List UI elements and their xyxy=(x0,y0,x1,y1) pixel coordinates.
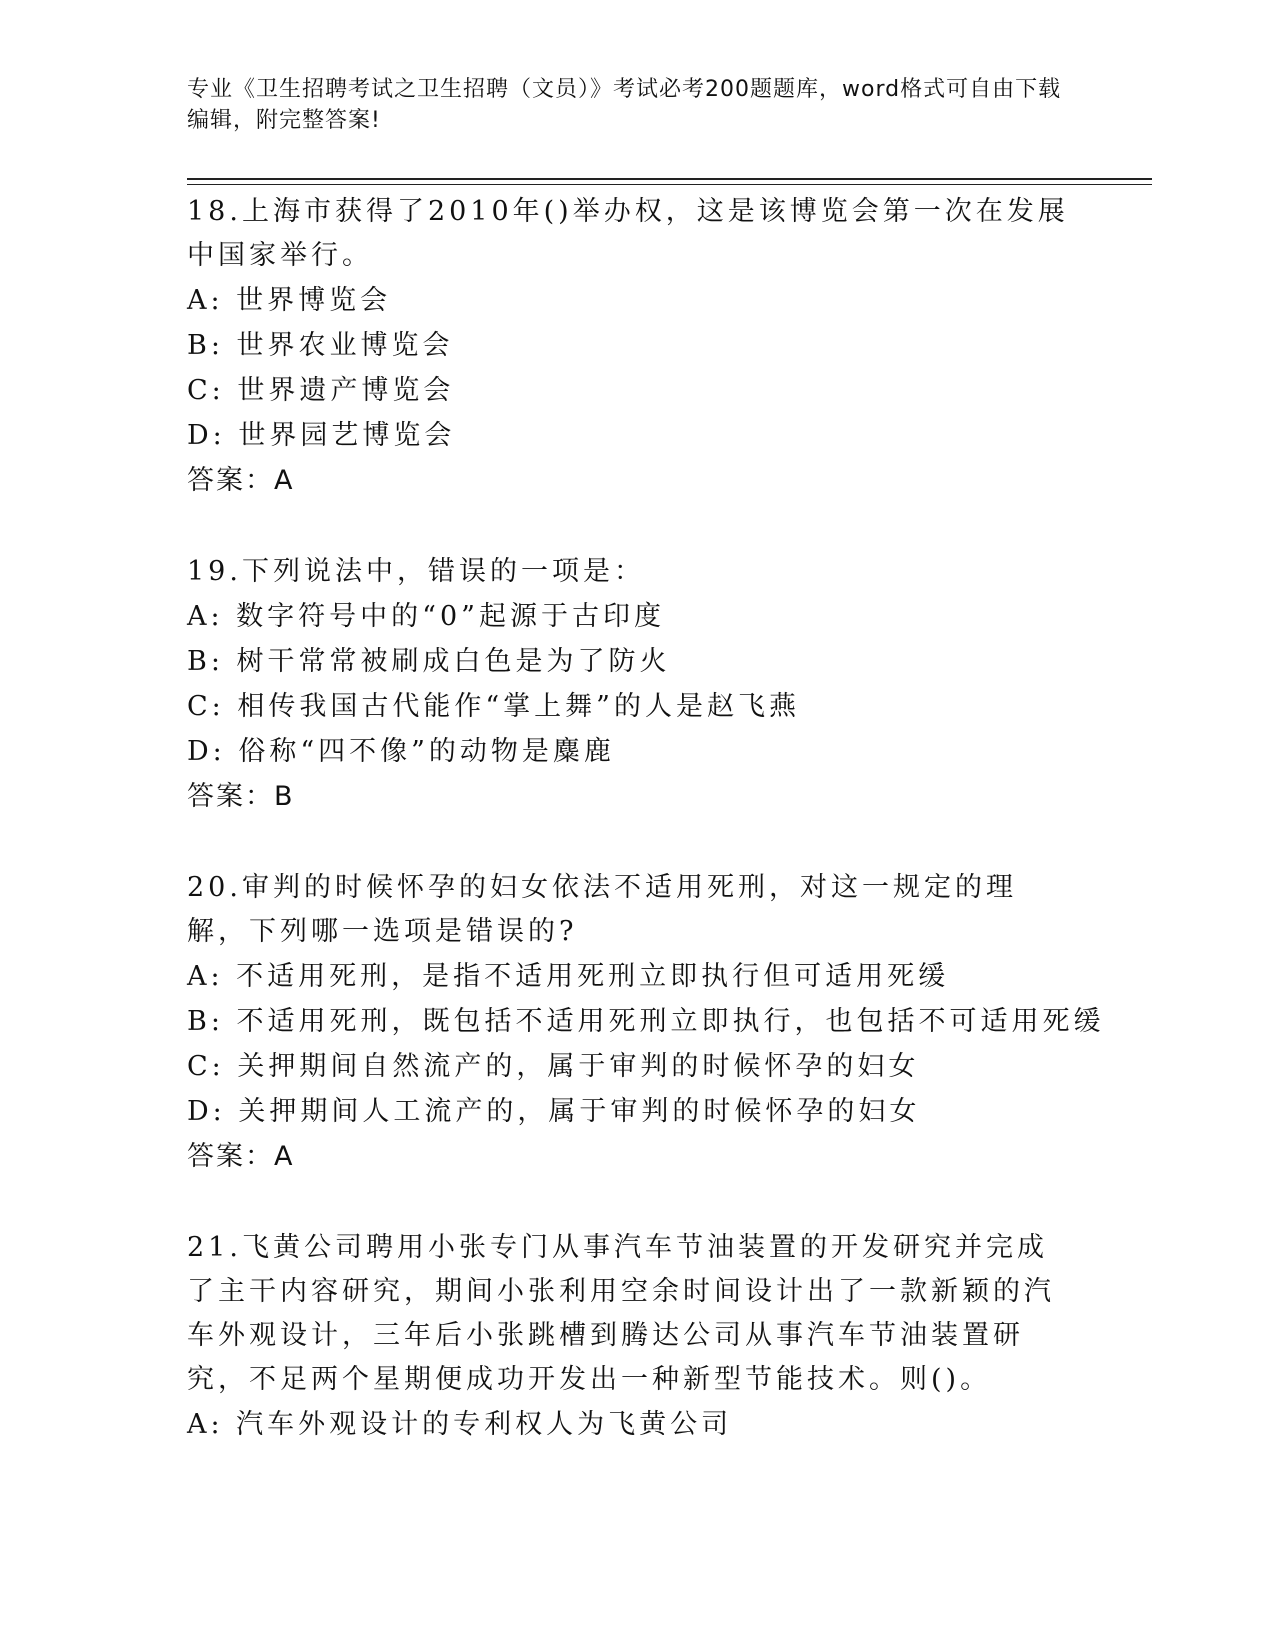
question-list xyxy=(187,190,1105,1493)
option-c: C: 关押期间自然流产的，属于审判的时候怀孕的妇女 xyxy=(187,1051,920,1082)
option-d: D: 关押期间人工流产的，属于审判的时候怀孕的妇女 xyxy=(187,1096,921,1127)
option-b: B: 树干常常被刷成白色是为了防火 xyxy=(187,646,671,677)
header-divider-thick xyxy=(187,178,1152,180)
question-stem: 19.下列说法中，错误的一项是： xyxy=(187,556,645,587)
option-b: B: 不适用死刑，既包括不适用死刑立即执行，也包括不可适用死缓 xyxy=(187,1006,1105,1037)
answer-line: 答案：A xyxy=(187,465,295,496)
option-b: B: 世界农业博览会 xyxy=(187,330,454,361)
answer-line: 答案：B xyxy=(187,781,295,812)
header-divider-thin xyxy=(187,184,1152,185)
option-a: A: 数字符号中的“0”起源于古印度 xyxy=(187,601,665,632)
option-d: D: 世界园艺博览会 xyxy=(187,420,456,451)
option-c: C: 相传我国古代能作“掌上舞”的人是赵飞燕 xyxy=(187,691,800,722)
question-18 xyxy=(187,190,1077,504)
option-d: D: 俗称“四不像”的动物是麋鹿 xyxy=(187,736,615,767)
question-stem: 21.飞黄公司聘用小张专门从事汽车节油装置的开发研究并完成了主干内容研究，期间小张利用空余时间设计出了一款新颖的汽车外观设计，三年后小张跳槽到腾达公司从事汽车节油装置研究，不足两个星期便成功开发出一种新型节能技术。则()。 xyxy=(187,1232,1055,1395)
question-20 xyxy=(187,866,1105,1180)
answer-line: 答案：A xyxy=(187,1141,295,1172)
option-a: A: 世界博览会 xyxy=(187,285,392,316)
question-stem: 20.审判的时候怀孕的妇女依法不适用死刑，对这一规定的理解，下列哪一选项是错误的? xyxy=(187,872,1017,947)
option-a: A: 不适用死刑，是指不适用死刑立即执行但可适用死缓 xyxy=(187,961,950,992)
question-stem: 18.上海市获得了2010年()举办权，这是该博览会第一次在发展中国家举行。 xyxy=(187,196,1069,271)
question-19 xyxy=(187,550,1077,820)
question-21 xyxy=(187,1226,1077,1447)
option-c: C: 世界遗产博览会 xyxy=(187,375,455,406)
page-header: 专业《卫生招聘考试之卫生招聘（文员）》考试必考200题题库，word格式可自由下载编辑，附完整答案! xyxy=(187,77,1062,133)
option-a: A: 汽车外观设计的专利权人为飞黄公司 xyxy=(187,1409,733,1440)
